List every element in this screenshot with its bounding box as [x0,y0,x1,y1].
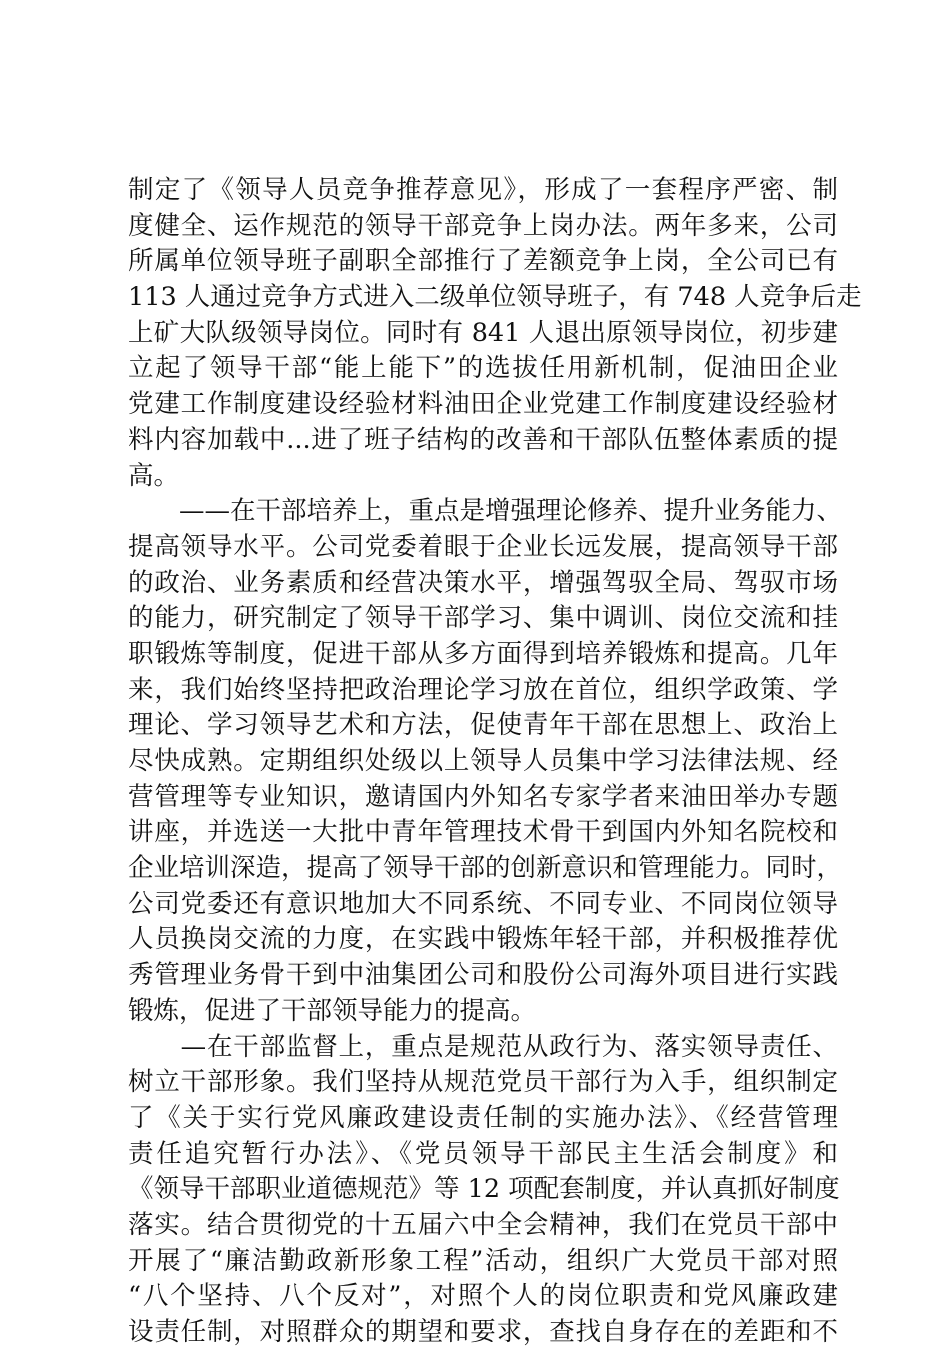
text-line: 制定了《领导人员竞争推荐意见》，形成了一套程序严密、制 [128,175,838,205]
text-line: 人员换岗交流的力度，在实践中锻炼年轻干部，并积极推荐优 [128,924,838,955]
text-line: 设责任制，对照群众的期望和要求，查找自身存在的差距和不 [128,1317,838,1347]
text-line: 尽快成熟。定期组织处级以上领导人员集中学习法律法规、经 [128,746,838,776]
text-line: 提高领导水平。公司党委着眼于企业长远发展，提高领导干部 [128,531,838,562]
text-line: 开展了“廉洁勤政新形象工程”活动，组织广大党员干部对照 [128,1245,838,1276]
text-line: 高。 [128,460,180,491]
text-line: 落实。结合贯彻党的十五届六中全会精神，我们在党员干部中 [128,1209,838,1240]
text-line: 了《关于实行党风廉政建设责任制的实施办法》、《经营管理 [128,1102,838,1133]
text-line: 度健全、运作规范的领导干部竞争上岗办法。两年多来，公司 [128,210,838,241]
text-line: “八个坚持、八个反对”，对照个人的岗位职责和党风廉政建 [128,1281,838,1312]
text-line: 讲座，并选送一大批中青年管理技术骨干到国内外知名院校和 [128,817,838,848]
text-line: 《领导干部职业道德规范》等 12 项配套制度，并认真抓好制度 [128,1174,840,1205]
text-line: 企业培训深造，提高了领导干部的创新意识和管理能力。同时， [128,853,843,884]
text-line: 树立干部形象。我们坚持从规范党员干部行为入手，组织制定 [128,1067,838,1098]
body-text [128,173,862,1351]
text-line: 所属单位领导班子副职全部推行了差额竞争上岗，全公司已有 [128,246,838,277]
text-line: —在干部监督上，重点是规范从政行为、落实领导责任、 [128,1031,838,1062]
text-line: 营管理等专业知识，邀请国内外知名专家学者来油田举办专题 [128,781,838,812]
text-line: 113 人通过竞争方式进入二级单位领导班子，有 748 人竞争后走 [128,282,862,313]
text-line: 理论、学习领导艺术和方法，促使青年干部在思想上、政治上 [128,710,838,741]
text-line: 料内容加载中...进了班子结构的改善和干部队伍整体素质的提 [128,424,838,455]
text-line: 来，我们始终坚持把政治理论学习放在首位，组织学政策、学 [128,674,838,705]
text-line: 党建工作制度建设经验材料油田企业党建工作制度建设经验材 [128,389,838,420]
text-line: 锻炼，促进了干部领导能力的提高。 [128,995,537,1026]
text-line: 的政治、业务素质和经营决策水平，增强驾驭全局、驾驭市场 [128,567,838,598]
text-line: 上矿大队级领导岗位。同时有 841 人退出原领导岗位，初步建 [128,317,838,348]
text-line: 的能力，研究制定了领导干部学习、集中调训、岗位交流和挂 [128,603,838,634]
text-line: 责任追究暂行办法》、《党员领导干部民主生活会制度》和 [128,1138,838,1169]
text-line: 公司党委还有意识地加大不同系统、不同专业、不同岗位领导 [128,888,838,919]
text-line: 职锻炼等制度，促进干部从多方面得到培养锻炼和提高。几年 [128,638,838,669]
text-line: 秀管理业务骨干到中油集团公司和股份公司海外项目进行实践 [128,960,838,991]
text-line: ——在干部培养上，重点是增强理论修养、提升业务能力、 [128,496,843,527]
text-line: 立起了领导干部“能上能下”的选拔任用新机制，促油田企业 [128,353,838,384]
